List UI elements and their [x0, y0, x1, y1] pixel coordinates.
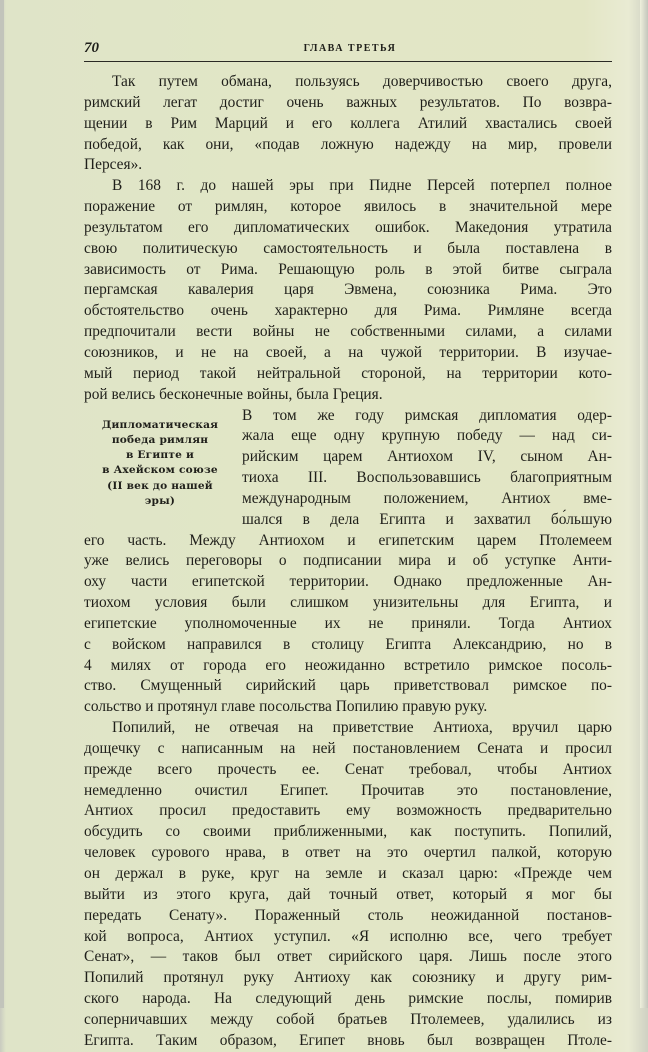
text-line: Египта. Таким образом, Египет вновь был возвращен Птоле-: [84, 1031, 612, 1049]
margin-note-line: победа римлян: [111, 433, 209, 446]
text-line: ского народа. На следующий день римские послы, помирив: [84, 990, 612, 1008]
paragraph-2: [84, 176, 612, 405]
sidenote-block: [84, 406, 612, 531]
paragraph-4: [84, 718, 612, 1052]
text-line: шался в дела Египта и захватил бо́льшую: [242, 510, 612, 528]
text-line: дощечку с написанным на ней постановлением Сената и просил: [84, 739, 612, 757]
margin-note-line: (II век до нашей: [107, 479, 213, 492]
paragraph-3: [84, 406, 612, 719]
wrapped-text: [242, 406, 612, 531]
text-line: прежде всего прочесть ее. Сенат требовал, чтобы Антиох: [84, 760, 612, 778]
text-line: рийским царем Антиохом IV, сыном Ан-: [242, 448, 612, 466]
page-number: 70: [84, 40, 99, 56]
margin-note-line: Дипломатическая: [101, 418, 219, 431]
text-line: обсудить со своими приближенными, как поступить. Попилий,: [84, 823, 612, 841]
text-line: кой вопроса, Антиох уступил. «Я исполню все, чего требует: [84, 927, 612, 945]
text-line: мый период такой нейтральной стороной, на территории кото-: [84, 364, 612, 382]
text-line: союзников, и не на своей, а на чужой территории. В изучае-: [84, 343, 612, 361]
text-line: свою политическую самостоятельность и была поставлена в: [84, 239, 612, 257]
text-line: выйти из этого круга, дай точный ответ, который я мог бы: [84, 885, 612, 903]
page-edge-right: [640, 0, 648, 1008]
text-line: тиоха III. Воспользовавшись благоприятным: [242, 469, 612, 487]
text-line: рой велись бесконечные войны, была Греция.: [84, 385, 383, 403]
text-line: Попилий протянул руку Антиоху как союзнику и другу рим-: [84, 969, 612, 987]
text-line: Персея».: [84, 156, 143, 174]
margin-note: [84, 418, 236, 510]
text-line: щении в Рим Марций и его коллега Атилий хвастались своей: [84, 114, 612, 132]
paragraph-1: [84, 72, 612, 176]
text-line: сольство и протянул главе посольства Попилию правую руку.: [84, 698, 488, 716]
text-line: В 168 г. до нашей эры при Пидне Персей потерпел полное: [112, 177, 612, 195]
text-line: предпочитали вести войны не собственными силами, а силами: [84, 323, 612, 341]
text-line: с войском направился в столицу Египта Александрию, но в: [84, 635, 612, 653]
text-line: 4 милях от города его неожиданно встретило римское посоль-: [84, 656, 612, 674]
text-line: передать Сенату». Пораженный столь неожиданной постанов-: [84, 906, 612, 924]
header-rule: [84, 61, 612, 62]
text-line: жала еще одну крупную победу — над си-: [242, 427, 612, 445]
text-line: поражение от римлян, которое явилось в значительной мере: [84, 198, 612, 216]
text-line: его часть. Между Антиохом и египетским царем Птолемеем: [84, 531, 612, 549]
text-line: Антиох просил предоставить ему возможность предварительно: [84, 802, 612, 820]
body-text: [84, 72, 612, 1052]
text-line: В том же году римская дипломатия одер-: [242, 406, 612, 424]
text-line: тиохом условия были слишком унизительны для Египта, и: [84, 594, 612, 612]
text-line: соперничавших между собой братьев Птолемеев, удалились из: [84, 1010, 612, 1028]
text-line: оху части египетской территории. Однако предложенные Ан-: [84, 573, 612, 591]
text-line: Сенат», — таков был ответ сирийского царя. Лишь после этого: [84, 948, 612, 966]
text-line: он держал в руке, круг на земле и сказал царю: «Прежде чем: [84, 865, 612, 882]
margin-note-line: в Ахейском союзе: [102, 464, 218, 477]
text-line: ство. Смущенный сирийский царь приветствовал римское по-: [84, 677, 612, 695]
text-line: результатом его дипломатических ошибок. Македония утратила: [84, 218, 612, 236]
text-line: Так путем обмана, пользуясь доверчивостью своего друга,: [112, 73, 612, 90]
page-edge-left: [0, 0, 4, 1008]
text-line: победой, как они, «подав ложную надежду на мир, провели: [84, 135, 612, 153]
text-line: немедленно очистил Египет. Прочитав это постановление,: [84, 781, 612, 799]
text-line: уже велись переговоры о подписании мира и об уступке Анти-: [84, 552, 612, 570]
text-line: зависимость от Рима. Решающую роль в этой битве сыграла: [84, 260, 612, 278]
text-line: международным положением, Антиох вме-: [242, 489, 612, 507]
text-line: обстоятельство очень характерно для Рима. Римляне всегда: [84, 302, 612, 320]
margin-note-line: в Египте и: [125, 449, 195, 462]
margin-note-line: эры): [144, 494, 176, 507]
text-line: египетские уполномоченные их не приняли. Тогда Антиох: [84, 614, 612, 632]
running-head: ГЛАВА ТРЕТЬЯ: [303, 43, 397, 54]
text-line: римский легат достиг очень важных результатов. По возвра-: [84, 93, 612, 111]
text-line: человек сурового нрава, в ответ на это очертил палкой, которую: [84, 844, 612, 862]
text-line: пергамская кавалерия царя Эвмена, союзника Рима. Это: [84, 281, 612, 299]
page-header: [84, 38, 616, 60]
text-line: Попилий, не отвечая на приветствие Антиоха, вручил царю: [112, 719, 612, 737]
